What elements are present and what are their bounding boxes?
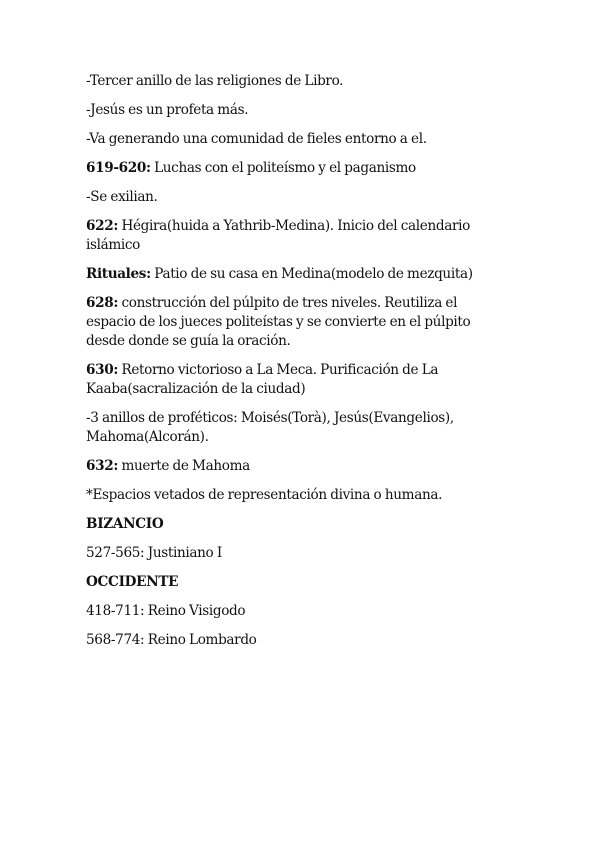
paragraph-jesus-profeta: -Jesús es un profeta más. [86,102,249,118]
paragraph-630-meca: 630: Retorno victorioso a La Meca. Purificación de La Kaaba(sacralización de la ciudad) [86,362,439,397]
date-label: 619-620: [86,160,151,176]
paragraph-se-exilian: -Se exilian. [86,189,158,205]
paragraph-632-muerte: 632: muerte de Mahoma [86,458,250,474]
paragraph-espacios-vetados: *Espacios vetados de representación divina o humana. [86,487,443,503]
section-heading-occidente: OCCIDENTE [86,574,179,590]
paragraph-rituales: Rituales: Patio de su casa en Medina(modelo de mezquita) [86,266,473,282]
paragraph-622-hegira: 622: Hégira(huida a Yathrib-Medina). Inicio del calendario islámico [86,218,470,253]
paragraph-619-620: 619-620: Luchas con el politeísmo y el paganismo [86,160,416,176]
term-label: Rituales: [86,266,151,282]
date-label: 622: [86,218,118,234]
paragraph-628-pulpito: 628: construcción del púlpito de tres niveles. Reutiliza el espacio de los jueces politeístas y se convierte en el púlpito desde donde se guía la oración. [86,295,471,349]
paragraph-comunidad-fieles: -Va generando una comunidad de fieles entorno a el. [86,131,427,147]
paragraph-tercer-anillo: -Tercer anillo de las religiones de Libro. [86,73,344,89]
date-label: 630: [86,362,118,378]
list-item-justiniano: 527-565: Justiniano I [86,545,222,561]
list-item-visigodo: 418-711: Reino Visigodo [86,603,246,619]
date-label: 628: [86,295,118,311]
document-page [86,72,506,660]
list-item-lombardo: 568-774: Reino Lombardo [86,632,257,648]
paragraph-anillos-profeticos: -3 anillos de proféticos: Moisés(Torà), Jesús(Evangelios), Mahoma(Alcorán). [86,410,454,445]
date-label: 632: [86,458,118,474]
section-heading-bizancio: BIZANCIO [86,516,164,532]
